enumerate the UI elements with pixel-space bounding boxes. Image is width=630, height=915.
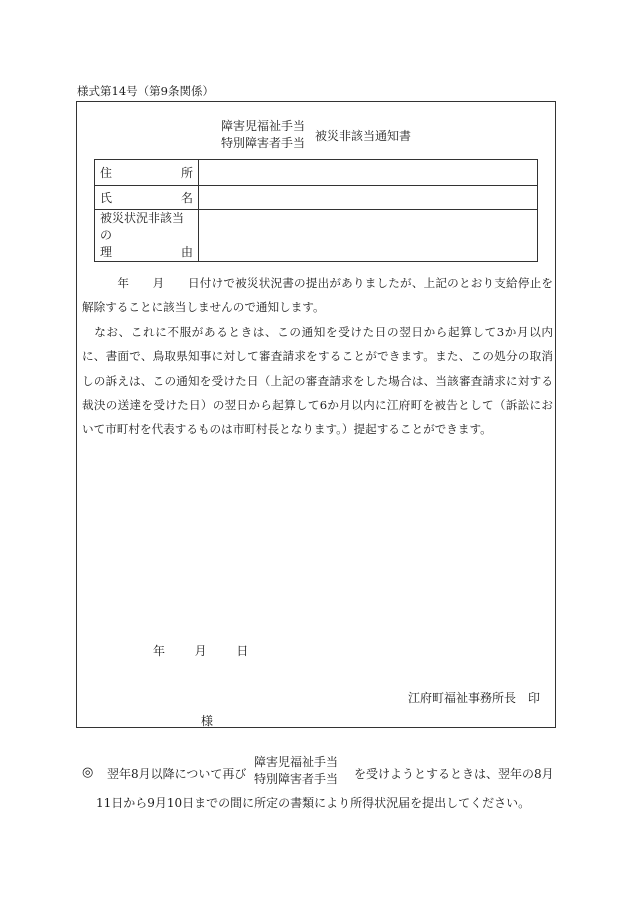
notice-body [82,271,553,442]
name-row [95,186,538,210]
name-field[interactable] [199,186,538,210]
note-text-b: を受けようとするときは、翌年の8月 [354,767,554,781]
note-allowance-child: 障害児福祉手当 [254,755,339,769]
address-row [95,160,538,186]
recipient-honorific: 様 [201,714,214,728]
note-mark: ◎ [82,765,94,780]
issue-date [153,642,248,659]
note-allowance-stack [254,754,338,788]
notice-paragraph-2: なお、これに不服があるときは、この通知を受けた日の翌日から起算して3か月以内に、書面で、鳥取県知事に対して審査請求をすることができます。また、この処分の取消しの訴えは、この通知を受けた日（上記の審査請求をした場合は、当該審査請求に対する裁決の送達を受けた日）の翌日から起算して6か月以内に江府町を被告として（訴訟において市町村を代表するものは市町村長となります。）提起することができます。 [82,324,553,437]
allowance-type-stack [221,118,305,152]
issuer-signature: 江府町福祉事務所長 印 [408,691,541,705]
document-title: 被災非該当通知書 [315,129,412,143]
date-year: 年 [153,644,166,658]
reason-row [95,210,538,262]
name-label: 氏 名 [95,186,199,210]
address-label: 住 所 [95,160,199,186]
date-month: 月 [194,644,207,658]
recipient-info-table [94,159,538,262]
date-day: 日 [236,644,249,658]
reason-field[interactable] [199,210,538,262]
note-allowance-special: 特別障害者手当 [254,772,339,786]
form-number: 様式第14号（第9条関係） [77,84,214,98]
address-field[interactable] [199,160,538,186]
allowance-type-child: 障害児福祉手当 [221,119,306,133]
allowance-type-special: 特別障害者手当 [221,136,306,150]
note-text-a: 翌年8月以降について再び [107,767,247,781]
notice-paragraph-1: 年 月 日付けで被災状況書の提出がありましたが、上記のとおり支給停止を解除することに該当しませんので通知します。 [82,276,553,315]
note-text-c: 11日から9月10日までの間に所定の書類により所得状況届を提出してください。 [96,796,531,810]
reason-label: 被災状況非該当の 理 由 [95,210,199,262]
